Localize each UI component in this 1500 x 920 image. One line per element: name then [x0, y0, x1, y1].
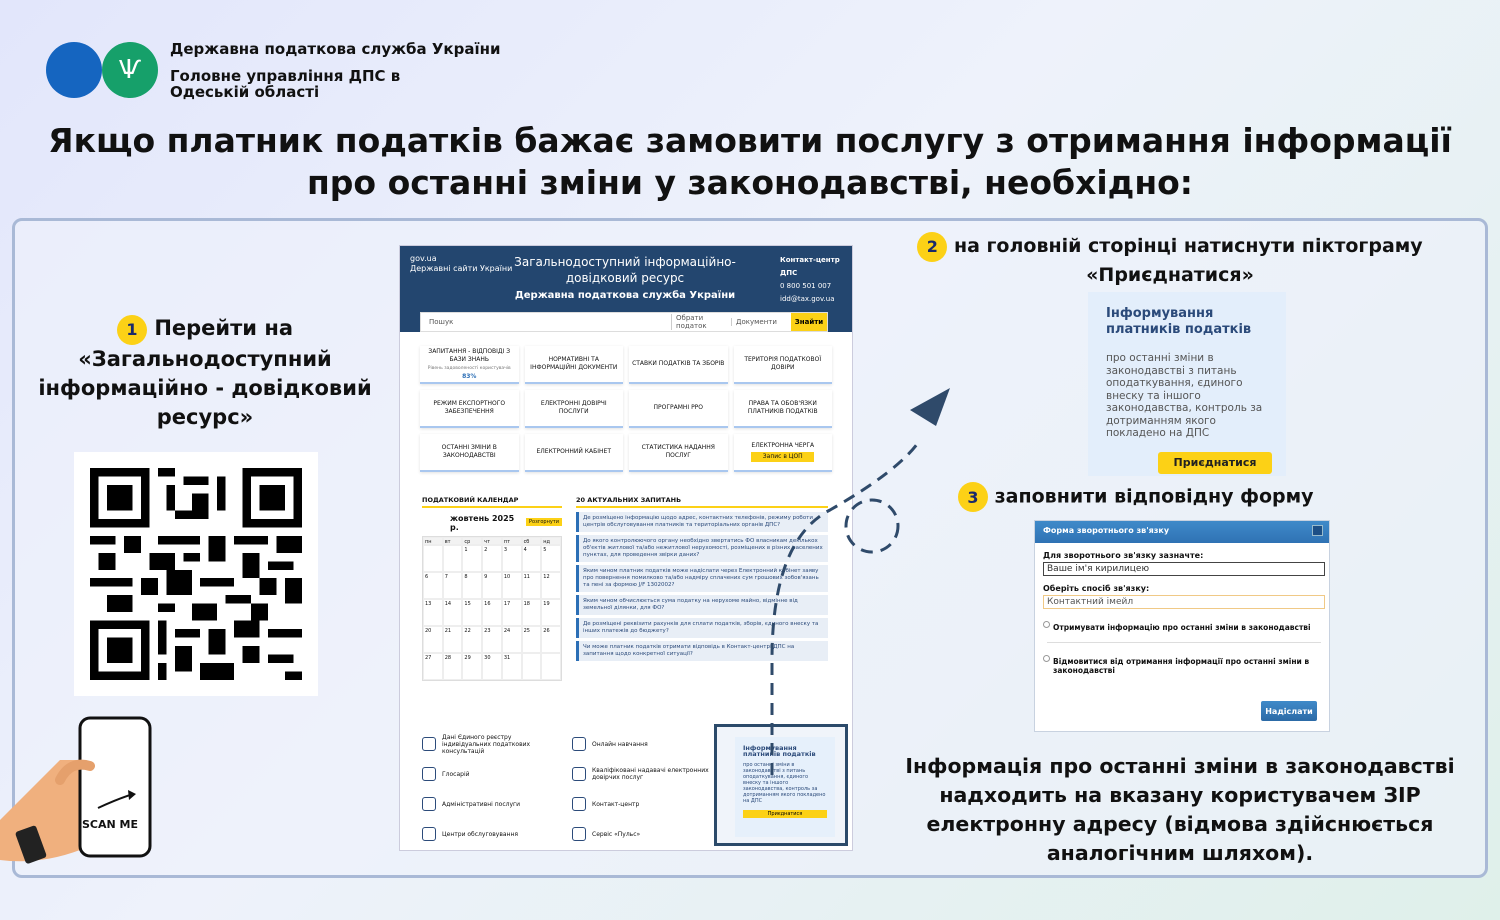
contact-title: Контакт-центр ДПС: [780, 256, 840, 277]
phone-icon: [0, 700, 170, 870]
calendar-day[interactable]: 20: [423, 626, 443, 653]
gov-label: [410, 254, 512, 274]
form-header: [1035, 521, 1329, 543]
qr-code[interactable]: [74, 452, 318, 696]
step-3-badge: 3: [958, 482, 988, 512]
weekday-header: нд: [541, 537, 561, 545]
mini-join-button[interactable]: Приєднатися: [743, 810, 827, 818]
gov-sub-text: Державні сайти України: [410, 264, 513, 273]
org-name: Державна податкова служба України: [170, 40, 501, 58]
service-icon: [422, 827, 436, 841]
contact-phone: 0 800 501 007: [780, 282, 832, 290]
calendar-day[interactable]: 2: [482, 545, 502, 572]
faq-item[interactable]: До якого контролюючого органу необхідно звертатись ФО власникам декількох об'єктів житлової та/або нежитлової нерухомості, розміщених в різних населених пунктах, для проведення звірки даних?: [576, 535, 828, 562]
calendar-day[interactable]: 1: [462, 545, 482, 572]
weekday-header: чт: [482, 537, 502, 545]
tile[interactable]: СТАВКИ ПОДАТКІВ ТА ЗБОРІВ: [629, 346, 728, 384]
tile-label: ЗАПИТАННЯ - ВІДПОВІДІ З БАЗИ ЗНАНЬ: [428, 347, 511, 363]
tile[interactable]: ЕЛЕКТРОННИЙ КАБІНЕТ: [525, 434, 624, 472]
calendar-day[interactable]: 5: [541, 545, 561, 572]
calendar-day[interactable]: 8: [462, 572, 482, 599]
weekday-header: пт: [502, 537, 522, 545]
tax-calendar: [422, 496, 562, 716]
calendar-day[interactable]: 10: [502, 572, 522, 599]
tax-select[interactable]: Обрати податок: [671, 314, 731, 330]
step-2: [870, 232, 1470, 288]
tile-label: ЕЛЕКТРОННА ЧЕРГА: [751, 442, 815, 449]
calendar-day[interactable]: 9: [482, 572, 502, 599]
submit-button[interactable]: Надіслати: [1261, 701, 1317, 721]
service-link-label: Глосарій: [442, 770, 470, 778]
tile[interactable]: ПРОГРАМНІ РРО: [629, 390, 728, 428]
service-link[interactable]: [572, 762, 712, 786]
tile[interactable]: РЕЖИМ ЕКСПОРТНОГО ЗАБЕЗПЕЧЕННЯ: [420, 390, 519, 428]
calendar-day[interactable]: 22: [462, 626, 482, 653]
calendar-day[interactable]: [541, 653, 561, 680]
service-icon: [572, 737, 586, 751]
service-link-label: Адміністративні послуги: [442, 800, 521, 808]
form-label-method: Оберіть спосіб зв'язку:: [1043, 584, 1150, 593]
step-2-text: на головній сторінці натиснути піктограму «Приєднатися»: [953, 235, 1423, 286]
queue-button[interactable]: Запис в ЦОП: [751, 452, 814, 462]
calendar-day[interactable]: 13: [423, 599, 443, 626]
unsubscribe-radio[interactable]: [1043, 657, 1329, 675]
calendar-day[interactable]: 25: [522, 626, 542, 653]
satisfaction-label: Рівень задоволеності користувачів: [427, 365, 511, 371]
calendar-day[interactable]: 21: [443, 626, 463, 653]
subscribe-label: Отримувати інформацію про останні зміни в законодавстві: [1053, 623, 1311, 632]
tile[interactable]: [420, 346, 519, 384]
close-icon[interactable]: [1312, 525, 1323, 536]
calendar-day[interactable]: 17: [502, 599, 522, 626]
service-link[interactable]: [572, 792, 712, 816]
service-icon: [572, 827, 586, 841]
weekday-header: пн: [423, 537, 443, 545]
form-label-contact: Для зворотнього зв'язку зазначте:: [1043, 551, 1204, 560]
tile[interactable]: ПРАВА ТА ОБОВ'ЯЗКИ ПЛАТНИКІВ ПОДАТКІВ: [734, 390, 833, 428]
service-link-label: Кваліфіковані надавачі електронних довірчих послуг: [592, 767, 709, 781]
trident-icon: Ѱ: [102, 42, 158, 98]
card-title: Інформування платників податків: [1106, 306, 1252, 337]
calendar-day[interactable]: 16: [482, 599, 502, 626]
step-3: [958, 482, 1378, 512]
faq-item[interactable]: Яким чином обчислюється сума податку на нерухоме майно, відмінне від земельної ділянки, для ФО?: [576, 595, 828, 615]
service-icon: [572, 797, 586, 811]
hand-phone-illustration: [0, 700, 170, 870]
mini-card-desc: про останні зміни в законодавстві з питань оподаткування, єдиного внеску та іншого законодавства, контроль за дотриманням якого покладено на ДПС: [743, 762, 826, 804]
department-name: Головне управління ДПС в Одеській області: [170, 67, 401, 101]
calendar-day[interactable]: 11: [522, 572, 542, 599]
divider: [1047, 642, 1321, 643]
service-icon: [422, 737, 436, 751]
scan-me-caption: SCAN ME: [82, 818, 139, 831]
faq-item[interactable]: Яким чином платник податків може надіслати через Електронний кабінет заяву про повернення помилково та/або надміру сплачених сум грошових зобов'язань та пені за формою J/F 1302002?: [576, 565, 828, 592]
calendar-expand-button[interactable]: Розгорнути: [526, 518, 562, 526]
logo-blue-circle: [46, 42, 102, 98]
tile[interactable]: НОРМАТИВНІ ТА ІНФОРМАЦІЙНІ ДОКУМЕНТИ: [525, 346, 624, 384]
step-1-badge: 1: [117, 315, 147, 345]
feedback-form: [1034, 520, 1330, 732]
radio-icon: [1043, 655, 1050, 662]
calendar-day[interactable]: 15: [462, 599, 482, 626]
calendar-day[interactable]: 12: [541, 572, 561, 599]
contact-email: idd@tax.gov.ua: [780, 295, 835, 303]
calendar-day[interactable]: 31: [502, 653, 522, 680]
gov-label-text: gov.ua: [410, 254, 437, 263]
service-link[interactable]: [422, 732, 562, 756]
dashed-arrow: [760, 380, 960, 780]
tile[interactable]: СТАТИСТИКА НАДАННЯ ПОСЛУГ: [629, 434, 728, 472]
service-icon: [572, 767, 586, 781]
calendar-day[interactable]: 19: [541, 599, 561, 626]
search-input[interactable]: Пошук: [429, 318, 454, 326]
calendar-day[interactable]: 18: [522, 599, 542, 626]
site-title: Загальнодоступний інформаційно-довідковий ресурс: [514, 255, 736, 285]
form-title: Форма зворотнього зв'язку: [1043, 526, 1170, 535]
site-subtitle: Державна податкова служба України: [514, 290, 736, 301]
calendar-day[interactable]: 3: [502, 545, 522, 572]
service-link[interactable]: [422, 792, 562, 816]
calendar-day[interactable]: 27: [423, 653, 443, 680]
subscribe-radio[interactable]: [1043, 623, 1329, 632]
unsubscribe-label: Відмовитися від отримання інформації про останні зміни в законодавстві: [1053, 657, 1310, 675]
calendar-day[interactable]: 29: [462, 653, 482, 680]
email-input[interactable]: Контактний імейл: [1043, 595, 1325, 609]
calendar-day[interactable]: 24: [502, 626, 522, 653]
mini-card-title: Інформування платників податків: [743, 744, 816, 758]
service-link[interactable]: [572, 822, 712, 846]
docs-select[interactable]: Документи: [731, 318, 791, 326]
service-link-label: Центри обслуговування: [442, 830, 519, 838]
step-1: [30, 314, 380, 432]
service-link-label: Сервіс «Пульс»: [592, 830, 641, 838]
search-bar: [420, 312, 828, 332]
satisfaction-percent: 83%: [462, 372, 477, 380]
calendar-day[interactable]: [423, 545, 443, 572]
service-link-label: Дані Єдиного реєстру індивідуальних податкових консультацій: [442, 733, 531, 755]
service-link[interactable]: [422, 762, 562, 786]
page-title: Якщо платник податків бажає замовити послугу з отримання інформації про останні зміни у законодавстві, необхідно:: [48, 121, 1452, 202]
calendar-grid: [422, 536, 562, 681]
calendar-month: жовтень 2025 р.: [450, 514, 515, 532]
step-3-text: заповнити відповідну форму: [994, 485, 1314, 508]
calendar-day[interactable]: 7: [443, 572, 463, 599]
calendar-day[interactable]: 26: [541, 626, 561, 653]
tile[interactable]: ТЕРИТОРІЯ ПОДАТКОВОЇ ДОВІРИ: [734, 346, 833, 384]
service-icon: [422, 767, 436, 781]
qr-code-image: [90, 468, 302, 680]
step-1-text: Перейти на «Загальнодоступний інформаційно - довідковий ресурс»: [38, 316, 372, 429]
radio-icon: [1043, 621, 1050, 628]
faq-title: 20 АКТУАЛЬНИХ ЗАПИТАНЬ: [576, 496, 828, 508]
service-link[interactable]: [572, 732, 712, 756]
card-description: про останні зміни в законодавстві з питань оподаткування, єдиного внеску та іншого законодавства, контроль за дотриманням якого покладено на ДПС: [1106, 352, 1263, 439]
service-icon: [422, 797, 436, 811]
calendar-day[interactable]: [522, 653, 542, 680]
calendar-day[interactable]: 6: [423, 572, 443, 599]
calendar-day[interactable]: 4: [522, 545, 542, 572]
service-link-label: Контакт-центр: [592, 800, 640, 808]
info-card: [1088, 292, 1286, 476]
site-header: [400, 246, 852, 332]
tile[interactable]: ЕЛЕКТРОННІ ДОВІРЧІ ПОСЛУГИ: [525, 390, 624, 428]
contact-center: [780, 254, 850, 306]
calendar-day[interactable]: 23: [482, 626, 502, 653]
service-link-label: Онлайн навчання: [592, 740, 648, 748]
calendar-title: ПОДАТКОВИЙ КАЛЕНДАР: [422, 496, 562, 508]
weekday-header: сб: [522, 537, 542, 545]
step-2-badge: 2: [917, 232, 947, 262]
search-button[interactable]: Знайти: [791, 313, 827, 331]
faq-item[interactable]: Де розміщено інформацію щодо адрес, контактних телефонів, режиму роботи центрів обслуговування платників та територіальних органів ДПС?: [576, 512, 828, 532]
service-link[interactable]: [422, 822, 562, 846]
faq-item[interactable]: Де розміщені реквізити рахунків для сплати податків, зборів, єдиного внеску та інших платежів до бюджету?: [576, 618, 828, 638]
name-input[interactable]: Ваше ім'я кирилицею: [1043, 562, 1325, 576]
calendar-day[interactable]: 30: [482, 653, 502, 680]
service-links: [422, 732, 712, 846]
join-button[interactable]: Приєднатися: [1158, 452, 1272, 474]
calendar-day[interactable]: 14: [443, 599, 463, 626]
tile-latest-changes[interactable]: ОСТАННІ ЗМІНИ В ЗАКОНОДАВСТВІ: [420, 434, 519, 472]
info-note: Інформація про останні зміни в законодавстві надходить на вказану користувачем ЗІР електронну адресу (відмова здійснюється аналогічним шляхом).: [905, 754, 1455, 865]
faq-item[interactable]: Чи може платник податків отримати відповідь в Контакт-центрі ДПС на запитання щодо конкретної ситуації?: [576, 641, 828, 661]
weekday-header: ср: [462, 537, 482, 545]
calendar-day[interactable]: [443, 545, 463, 572]
calendar-day[interactable]: 28: [443, 653, 463, 680]
weekday-header: вт: [443, 537, 463, 545]
